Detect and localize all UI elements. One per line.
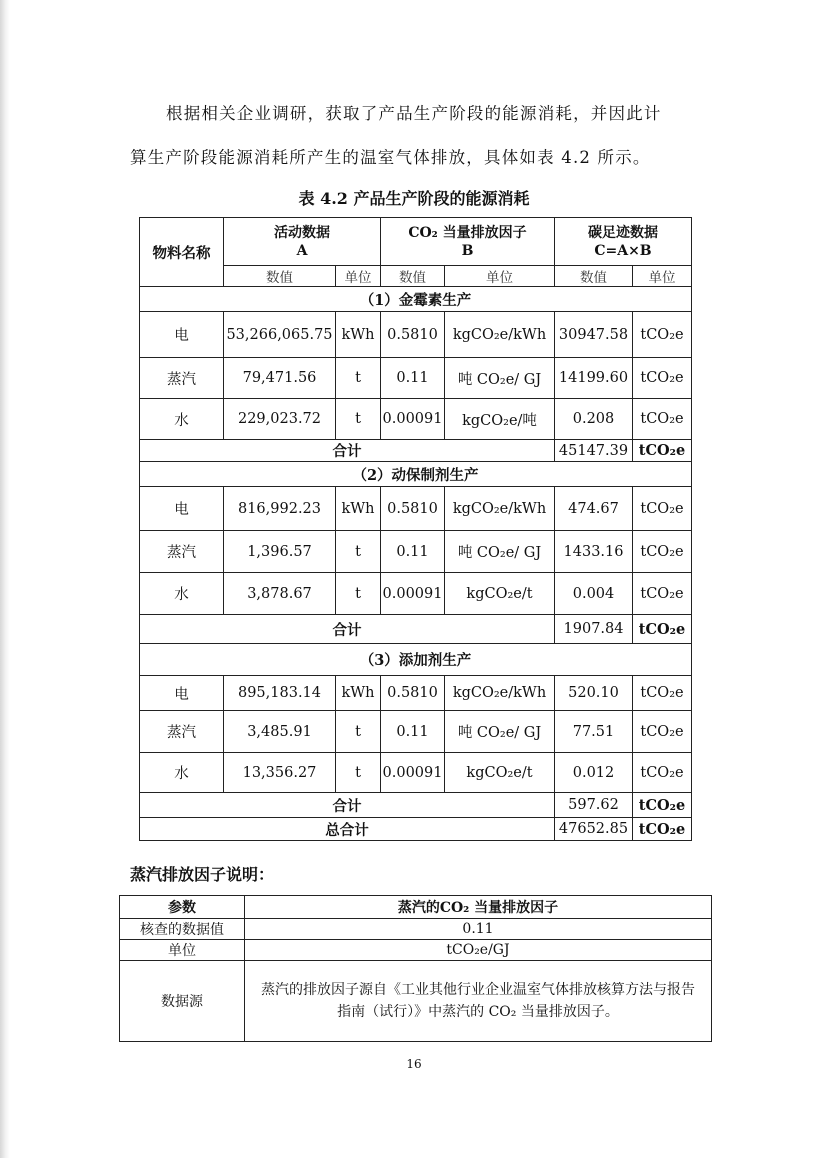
- factor-unit-cell: 吨 CO₂e/ GJ: [445, 711, 555, 753]
- source-row: [120, 961, 712, 1042]
- param-row: [120, 940, 712, 961]
- activity-value-cell: 1,396.57: [224, 531, 336, 573]
- table-row: [140, 753, 692, 793]
- source-text: 蒸汽的排放因子源自《工业其他行业企业温室气体排放核算方法与报告指南（试行）》中蒸汽的 CO₂ 当量排放因子。: [245, 961, 712, 1042]
- intro-line-1: 根据相关企业调研，获取了产品生产阶段的能源消耗，并因此计: [166, 104, 662, 123]
- material-name-header: 物料名称: [140, 218, 224, 287]
- footprint-value-cell: 0.004: [555, 573, 633, 615]
- steam-factor-table: [119, 895, 712, 1042]
- subtotal-unit: tCO₂e: [633, 793, 692, 818]
- activity-unit-cell: kWh: [336, 676, 381, 711]
- section-title: （3）添加剂生产: [140, 644, 692, 676]
- material-cell: 蒸汽: [140, 358, 224, 399]
- factor-value-cell: 0.00091: [381, 753, 445, 793]
- carbon-footprint-header: [555, 218, 692, 266]
- footprint-unit-cell: tCO₂e: [633, 487, 692, 531]
- subtotal-row: [140, 793, 692, 818]
- footprint-unit-label: 单位: [633, 266, 692, 287]
- subtotal-unit: tCO₂e: [633, 615, 692, 644]
- steam-note-title: 蒸汽排放因子说明：: [130, 865, 275, 884]
- emission-factor-code: B: [461, 242, 474, 259]
- activity-unit-cell: t: [336, 531, 381, 573]
- param-label: 单位: [120, 940, 245, 961]
- factor-unit-cell: kgCO₂e/kWh: [445, 487, 555, 531]
- footprint-value-cell: 1433.16: [555, 531, 633, 573]
- activity-value-label: 数值: [224, 266, 336, 287]
- param-label: 核查的数据值: [120, 919, 245, 940]
- source-label: 数据源: [120, 961, 245, 1042]
- header-row-1: [140, 218, 692, 266]
- table-caption: 表 4.2 产品生产阶段的能源消耗: [298, 189, 530, 208]
- param-value: tCO₂e/GJ: [245, 940, 712, 961]
- section-title: （1）金霉素生产: [140, 287, 692, 312]
- footprint-value-cell: 30947.58: [555, 312, 633, 358]
- footprint-value-cell: 0.208: [555, 399, 633, 440]
- subtotal-row: [140, 615, 692, 644]
- subtotal-unit: tCO₂e: [633, 440, 692, 462]
- material-cell: 蒸汽: [140, 531, 224, 573]
- carbon-footprint-title: 碳足迹数据: [588, 224, 658, 241]
- section-title-row: [140, 462, 692, 487]
- factor-value-cell: 0.5810: [381, 676, 445, 711]
- activity-data-code: A: [296, 242, 308, 259]
- activity-value-cell: 229,023.72: [224, 399, 336, 440]
- footprint-unit-cell: tCO₂e: [633, 531, 692, 573]
- activity-value-cell: 3,878.67: [224, 573, 336, 615]
- footprint-value-cell: 474.67: [555, 487, 633, 531]
- factor-value-cell: 0.11: [381, 531, 445, 573]
- footprint-unit-cell: tCO₂e: [633, 312, 692, 358]
- table-row: [140, 573, 692, 615]
- param-header: 参数: [120, 896, 245, 919]
- factor-unit-cell: 吨 CO₂e/ GJ: [445, 531, 555, 573]
- activity-unit-cell: kWh: [336, 487, 381, 531]
- subtotal-label: 合计: [140, 615, 555, 644]
- section-title-row: [140, 287, 692, 312]
- grand-total-value: 47652.85: [555, 818, 633, 841]
- factor-value-cell: 0.5810: [381, 487, 445, 531]
- table-row: [140, 711, 692, 753]
- footprint-value-cell: 520.10: [555, 676, 633, 711]
- activity-data-title: 活动数据: [274, 224, 330, 241]
- activity-unit-cell: t: [336, 399, 381, 440]
- subtotal-value: 1907.84: [555, 615, 633, 644]
- factor-unit-cell: kgCO₂e/kWh: [445, 676, 555, 711]
- activity-value-cell: 79,471.56: [224, 358, 336, 399]
- activity-value-cell: 816,992.23: [224, 487, 336, 531]
- factor-unit-cell: kgCO₂e/t: [445, 573, 555, 615]
- factor-unit-cell: kgCO₂e/吨: [445, 399, 555, 440]
- page-edge-shadow: [0, 0, 10, 1158]
- subtotal-value: 597.62: [555, 793, 633, 818]
- footprint-unit-cell: tCO₂e: [633, 676, 692, 711]
- footprint-unit-cell: tCO₂e: [633, 399, 692, 440]
- factor-value-cell: 0.11: [381, 358, 445, 399]
- factor-value-label: 数值: [381, 266, 445, 287]
- material-cell: 蒸汽: [140, 711, 224, 753]
- grand-total-label: 总合计: [140, 818, 555, 841]
- footprint-value-label: 数值: [555, 266, 633, 287]
- intro-paragraph: [130, 92, 710, 180]
- table-row: [140, 312, 692, 358]
- factor-value-cell: 0.11: [381, 711, 445, 753]
- activity-value-cell: 895,183.14: [224, 676, 336, 711]
- grand-total-unit: tCO₂e: [633, 818, 692, 841]
- subtotal-label: 合计: [140, 440, 555, 462]
- footprint-unit-cell: tCO₂e: [633, 711, 692, 753]
- activity-unit-cell: t: [336, 573, 381, 615]
- activity-unit-cell: t: [336, 711, 381, 753]
- material-cell: 水: [140, 753, 224, 793]
- emission-factor-header: [381, 218, 555, 266]
- table-row: [140, 487, 692, 531]
- param-header-row: [120, 896, 712, 919]
- table-row: [140, 531, 692, 573]
- factor-value-cell: 0.00091: [381, 399, 445, 440]
- factor-header: 蒸汽的CO₂ 当量排放因子: [245, 896, 712, 919]
- factor-unit-cell: 吨 CO₂e/ GJ: [445, 358, 555, 399]
- factor-unit-cell: kgCO₂e/t: [445, 753, 555, 793]
- param-row: [120, 919, 712, 940]
- material-cell: 电: [140, 487, 224, 531]
- section-title: （2）动保制剂生产: [140, 462, 692, 487]
- table-row: [140, 399, 692, 440]
- table-row: [140, 358, 692, 399]
- footprint-value-cell: 77.51: [555, 711, 633, 753]
- factor-unit-label: 单位: [445, 266, 555, 287]
- footprint-unit-cell: tCO₂e: [633, 573, 692, 615]
- material-cell: 水: [140, 573, 224, 615]
- subtotal-label: 合计: [140, 793, 555, 818]
- footprint-unit-cell: tCO₂e: [633, 358, 692, 399]
- activity-value-cell: 13,356.27: [224, 753, 336, 793]
- carbon-footprint-formula: C=A×B: [594, 242, 652, 259]
- table-row: [140, 676, 692, 711]
- factor-value-cell: 0.00091: [381, 573, 445, 615]
- activity-unit-label: 单位: [336, 266, 381, 287]
- activity-unit-cell: t: [336, 753, 381, 793]
- section-title-row: [140, 644, 692, 676]
- emission-factor-title: CO₂ 当量排放因子: [408, 224, 527, 241]
- footprint-unit-cell: tCO₂e: [633, 753, 692, 793]
- energy-consumption-table: [139, 217, 692, 841]
- activity-data-header: [224, 218, 381, 266]
- activity-value-cell: 53,266,065.75: [224, 312, 336, 358]
- intro-line-2: 算生产阶段能源消耗所产生的温室气体排放，具体如表 4.2 所示。: [130, 148, 651, 167]
- page-number: 16: [406, 1057, 422, 1071]
- material-cell: 水: [140, 399, 224, 440]
- factor-unit-cell: kgCO₂e/kWh: [445, 312, 555, 358]
- material-cell: 电: [140, 676, 224, 711]
- grand-total-row: [140, 818, 692, 841]
- activity-value-cell: 3,485.91: [224, 711, 336, 753]
- activity-unit-cell: t: [336, 358, 381, 399]
- footprint-value-cell: 14199.60: [555, 358, 633, 399]
- param-value: 0.11: [245, 919, 712, 940]
- activity-unit-cell: kWh: [336, 312, 381, 358]
- material-cell: 电: [140, 312, 224, 358]
- footprint-value-cell: 0.012: [555, 753, 633, 793]
- factor-value-cell: 0.5810: [381, 312, 445, 358]
- subtotal-value: 45147.39: [555, 440, 633, 462]
- subtotal-row: [140, 440, 692, 462]
